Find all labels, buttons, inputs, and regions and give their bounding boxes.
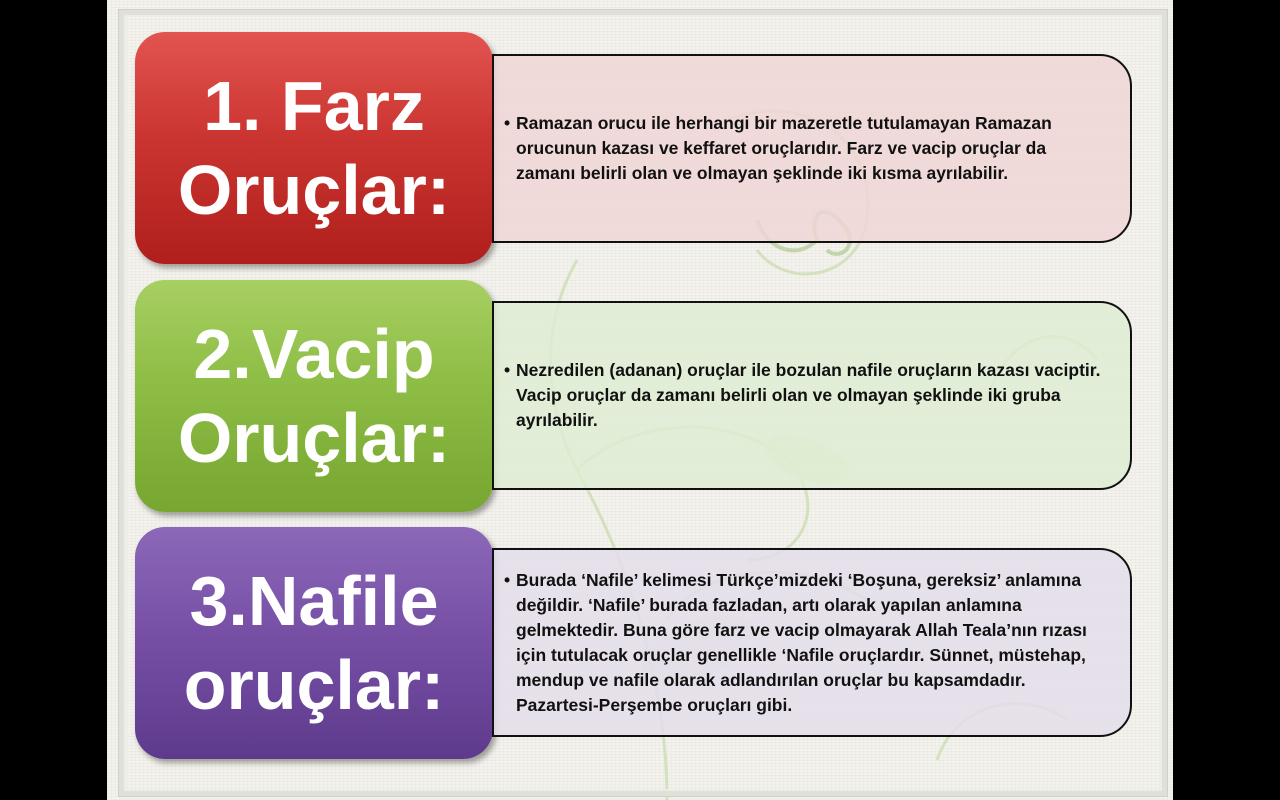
title-vacip-oruclar [135, 280, 493, 512]
description-box-vacip [492, 301, 1132, 490]
description-text-nafile: Burada ‘Nafile’ kelimesi Türkçe’mizdeki ‘Boşuna, gereksiz’ anlamına değildir. ‘Nafile’ burada fazladan, artı olarak yapılan anlamına gelmektedir. Buna göre farz ve vacip olmayarak Allah Teala’nın rızası için tutulacak oruçlar genellikle ‘Nafile oruçlardır. Sünnet, müstehap, mendup ve nafile olarak adlandırılan oruçlar bu kapsamdadır. Pazartesi-Perşembe oruçları gibi. [516, 569, 1087, 715]
description-text-farz: Ramazan orucu ile herhangi bir mazeretle tutulamayan Ramazan orucunun kazası ve keffaret oruçlarıdır. Farz ve vacip oruçlar da zamanı belirli olan ve olmayan şeklinde iki kısma ayrılabilir. [516, 113, 1052, 183]
title-nafile-line2: oruçlar: [183, 646, 445, 724]
title-farz-line1: 1. Farz [203, 67, 425, 145]
title-nafile-oruclar [135, 527, 493, 759]
bullet-marker: • [504, 113, 511, 133]
title-farz-oruclar [135, 32, 493, 264]
description-text-vacip: Nezredilen (adanan) oruçlar ile bozulan nafile oruçların kazası vaciptir. Vacip oruçlar da zamanı belirli olan ve olmayan şeklinde iki gruba ayrılabilir. [516, 360, 1101, 430]
bullet-marker: • [504, 569, 511, 590]
description-box-nafile [492, 548, 1132, 737]
title-vacip-line1: 2.Vacip [193, 315, 435, 393]
title-nafile-line1: 3.Nafile [189, 562, 439, 640]
bullet-marker: • [504, 360, 511, 380]
description-box-farz [492, 54, 1132, 243]
slide [107, 0, 1173, 800]
title-farz-line2: Oruçlar: [177, 151, 451, 229]
title-vacip-line2: Oruçlar: [177, 399, 451, 477]
